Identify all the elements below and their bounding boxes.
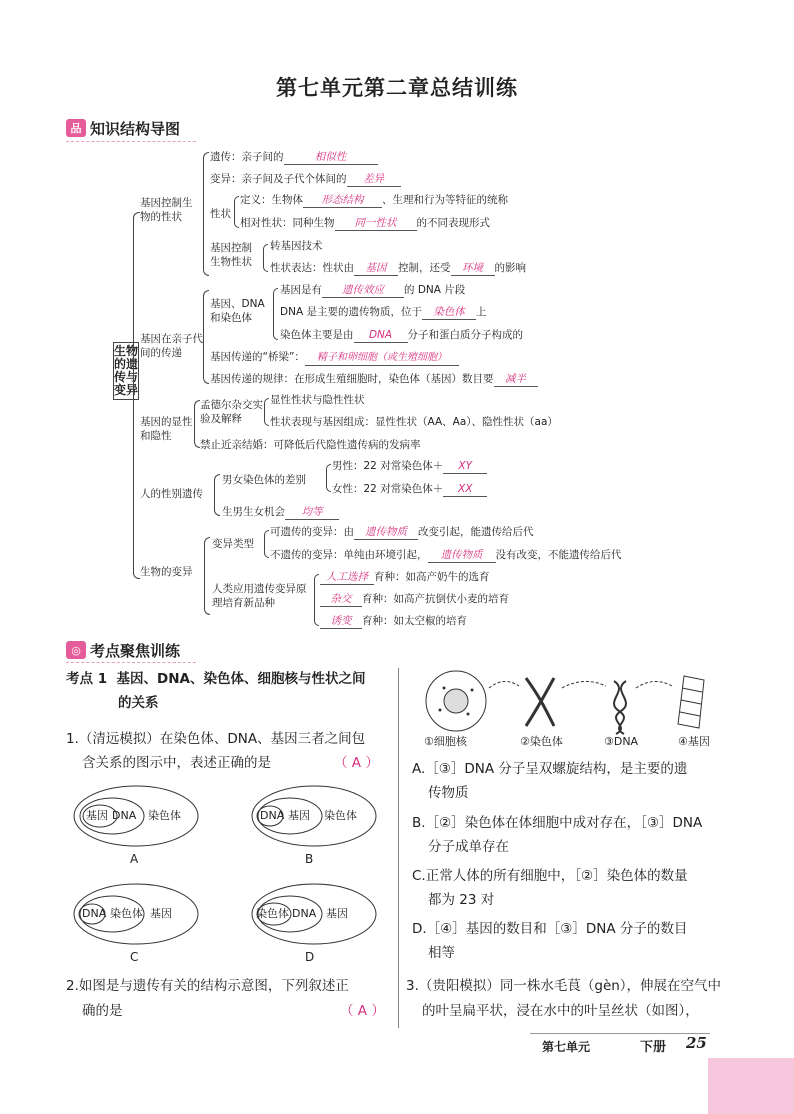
- topic-heading: 考点 1 基因、DNA、染色体、细胞核与性状之间: [66, 671, 366, 687]
- venn-c-letter: C: [130, 950, 139, 964]
- corner-tab: [708, 1058, 794, 1114]
- map-line: 女性：22 对常染色体＋ XX: [332, 482, 487, 497]
- map-line: 基因是有 遗传效应 的 DNA 片段: [280, 284, 466, 296]
- map-line: 定义：生物体 形态结构 、生理和行为等特征的统称: [240, 194, 508, 206]
- option-d: D.［④］基因的数目和［③］DNA 分子的数目: [412, 921, 688, 937]
- branch-dominant-recessive: 基因的显性和隐性: [140, 416, 193, 442]
- map-root: 生物的遗传与变异: [113, 342, 139, 400]
- option-b: B.［②］染色体在体细胞中成对存在，［③］DNA: [412, 815, 703, 831]
- map-label: 基因控制生物性状: [210, 242, 252, 268]
- venn-a-label-inner: 基因: [86, 809, 108, 822]
- brace: [264, 530, 269, 558]
- page-title: 第七单元第二章总结训练: [276, 75, 518, 100]
- map-line: 染色体主要是由 DNA 分子和蛋白质分子构成的: [280, 329, 523, 341]
- brace: [203, 152, 209, 276]
- map-label: 人类应用遗传变异原理培育新品种: [212, 583, 307, 609]
- map-line: 性状表达：性状由 基因 控制，还受 环境 的影响: [270, 262, 526, 274]
- venn-c-label-mid: 染色体: [110, 907, 143, 920]
- branch-gene-control: 基因控制生物的性状: [140, 197, 193, 223]
- training-icon: ◎: [66, 641, 86, 659]
- question-1-cont: 含关系的图示中，表述正确的是: [82, 755, 271, 771]
- question-3-cont: 的叶呈扁平状，浸在水中的叶呈丝状（如图），: [422, 1003, 699, 1019]
- genetics-structure-figure: [414, 666, 724, 736]
- question-1-answer: （ A ）: [334, 755, 379, 771]
- map-label: 孟德尔杂交实验及解释: [200, 399, 263, 425]
- page-number: 25: [686, 1034, 707, 1052]
- venn-b-label-inner: DNA: [260, 809, 285, 822]
- figure-label-gene: ④基因: [678, 735, 710, 748]
- map-line: 生男生女机会 均等: [222, 505, 339, 520]
- question-2-cont: 确的是: [82, 1003, 123, 1019]
- venn-a-letter: A: [130, 852, 139, 866]
- section-label: 知识结构导图: [90, 119, 181, 138]
- venn-c-label-inner: DNA: [82, 907, 107, 920]
- option-c-cont: 都为 23 对: [428, 892, 495, 908]
- map-line: 男性：22 对常染色体＋ XY: [332, 459, 487, 474]
- venn-d-letter: D: [305, 950, 315, 964]
- map-label: 基因、DNA和染色体: [210, 298, 265, 324]
- divider: [66, 141, 196, 142]
- brace: [263, 244, 268, 272]
- question-2: 2.如图是与遗传有关的结构示意图，下列叙述正: [66, 978, 349, 994]
- map-line: DNA 是主要的遗传物质，位于 染色体 上: [280, 306, 487, 318]
- map-line: 基因传递的规律：在形成生殖细胞时，染色体（基因）数目要 减半: [210, 372, 538, 387]
- venn-b-letter: B: [305, 852, 314, 866]
- option-a-cont: 传物质: [428, 785, 469, 801]
- venn-d-label-mid: DNA: [292, 907, 317, 920]
- brace: [204, 537, 210, 615]
- branch-variation: 生物的变异: [140, 566, 193, 578]
- venn-d-label-inner: 染色体: [256, 907, 289, 920]
- question-2-answer: （ A ）: [340, 1003, 385, 1019]
- venn-d-label-outer: 基因: [326, 907, 348, 920]
- question-1: 1.（清远模拟）在染色体、DNA、基因三者之间包: [66, 731, 366, 747]
- branch-sex-inheritance: 人的性别遗传: [140, 488, 203, 500]
- question-3: 3.（贵阳模拟）同一株水毛茛（gèn），伸展在空气中: [406, 978, 722, 994]
- option-b-cont: 分子成单存在: [428, 839, 509, 855]
- venn-a-label-mid: DNA: [112, 809, 137, 822]
- figure-label-nucleus: ①细胞核: [424, 735, 467, 748]
- root-brace: [133, 212, 140, 579]
- figure-label-chromosome: ②染色体: [520, 735, 563, 748]
- map-line: 转基因技术: [270, 240, 323, 252]
- venn-b-label-mid: 基因: [288, 809, 310, 822]
- map-line: 显性性状与隐性性状: [270, 394, 365, 406]
- map-line: 杂交 育种：如高产抗倒伏小麦的培育: [320, 592, 509, 607]
- divider: [66, 662, 196, 663]
- map-line: 不遗传的变异：单纯由环境引起， 遗传物质 没有改变，不能遗传给后代: [270, 549, 622, 561]
- map-line: 遗传：亲子间的 相似性: [210, 150, 378, 165]
- brace: [264, 398, 269, 426]
- venn-a-label-outer: 染色体: [148, 809, 181, 822]
- topic-heading-cont: 的关系: [118, 695, 159, 711]
- brace: [234, 196, 239, 228]
- map-line: 禁止近亲结婚：可降低后代隐性遗传病的发病率: [200, 439, 421, 451]
- map-line: 诱变 育种：如太空椒的培育: [320, 614, 467, 629]
- map-line: 变异：亲子间及子代个体间的 差异: [210, 172, 401, 187]
- section-focus-training-header: [66, 640, 180, 660]
- map-line: 人工选择 育种：如高产奶牛的选育: [320, 570, 490, 585]
- brace: [326, 464, 331, 492]
- map-line: 基因传递的“桥梁”： 精子和卵细胞（或生殖细胞）: [210, 350, 459, 366]
- map-label: 变异类型: [212, 538, 254, 550]
- map-label: 性状: [210, 208, 231, 220]
- section-knowledge-map-header: [66, 118, 180, 138]
- option-c: C.正常人体的所有细胞中，［②］染色体的数量: [412, 868, 688, 884]
- venn-b-label-outer: 染色体: [324, 809, 357, 822]
- figure-label-dna: ③DNA: [604, 735, 639, 748]
- map-label: 男女染色体的差别: [222, 474, 306, 486]
- option-a: A.［③］DNA 分子呈双螺旋结构，是主要的遗: [412, 761, 688, 777]
- footer-volume: 下册: [640, 1040, 667, 1055]
- map-line: 相对性状：同种生物 同一性状 的不同表现形式: [240, 217, 490, 229]
- option-d-cont: 相等: [428, 945, 455, 961]
- brace: [214, 474, 220, 516]
- map-line: 性状表现与基因组成：显性性状（AA、Aa）、隐性性状（aa）: [270, 416, 558, 428]
- venn-c-label-outer: 基因: [150, 907, 172, 920]
- brace: [314, 574, 319, 626]
- branch-gene-transfer: 基因在亲子代间的传递: [140, 333, 203, 359]
- footer-unit: 第七单元: [542, 1040, 591, 1054]
- map-line: 可遗传的变异：由 遗传物质 改变引起，能遗传给后代: [270, 526, 534, 538]
- brace: [273, 288, 278, 340]
- column-divider: [398, 668, 399, 1028]
- section-label: 考点聚焦训练: [90, 641, 181, 660]
- brace: [203, 290, 209, 384]
- knowledge-map-icon: 品: [66, 119, 86, 137]
